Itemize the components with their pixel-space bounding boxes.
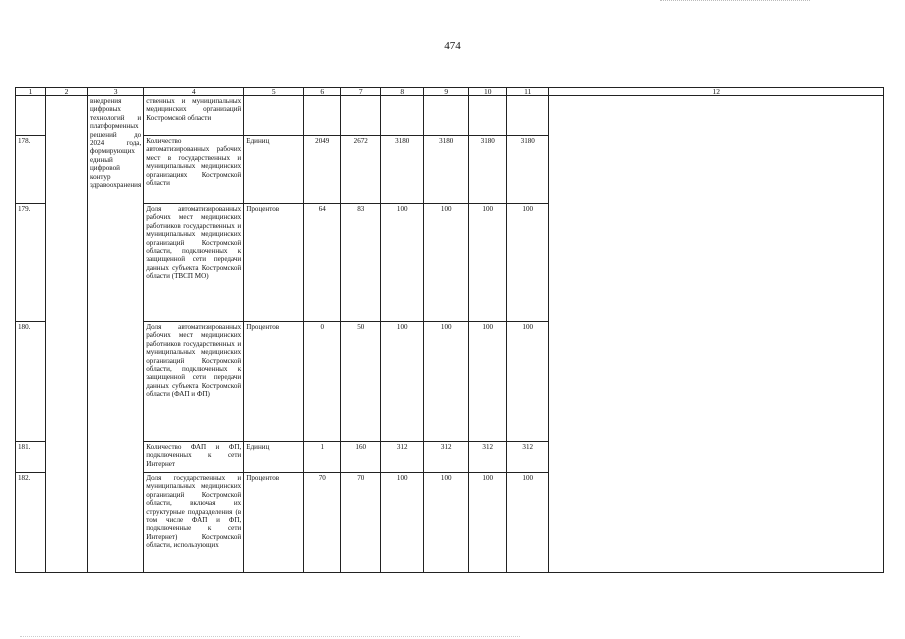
value-col-8: 100 xyxy=(381,204,424,322)
value-col-6: 0 xyxy=(304,322,341,442)
value-col-8: 3180 xyxy=(381,136,424,204)
goal-description: внедрения цифровых технологий и платформенных решений до 2024 года, формирующих единый цифровой контур здравоохранения xyxy=(88,96,144,573)
header-col-4: 4 xyxy=(144,88,244,96)
header-col-2: 2 xyxy=(46,88,88,96)
value-col-11: 100 xyxy=(507,322,549,442)
indicator-name: Доля автоматизированных рабочих мест медицинских работников государственных и муниципальных медицинских организаций Костромской области, подключенных к защищенной сети передачи данных субъекта Костромской области (ФАП и ФП) xyxy=(144,322,244,442)
value-col-7: 70 xyxy=(341,473,381,573)
value-col-7: 2672 xyxy=(341,136,381,204)
scan-artifact-top xyxy=(660,0,810,2)
value-col-7: 83 xyxy=(341,204,381,322)
header-row xyxy=(16,88,884,96)
value-col-10: 100 xyxy=(469,473,507,573)
header-col-6: 6 xyxy=(304,88,341,96)
unit: Единиц xyxy=(244,442,304,473)
value-col-8: 100 xyxy=(381,322,424,442)
value-col-9: 100 xyxy=(424,322,469,442)
unit: Процентов xyxy=(244,204,304,322)
unit: Процентов xyxy=(244,473,304,573)
header-col-8: 8 xyxy=(381,88,424,96)
header-col-11: 11 xyxy=(507,88,549,96)
value-col-7: 50 xyxy=(341,322,381,442)
indicator-name: Количество ФАП и ФП, подключенных к сети Интернет xyxy=(144,442,244,473)
value-col-11: 3180 xyxy=(507,136,549,204)
value-col-6: 2049 xyxy=(304,136,341,204)
value-col-6: 70 xyxy=(304,473,341,573)
indicator-table xyxy=(15,87,884,573)
value-col-9: 3180 xyxy=(424,136,469,204)
header-col-7: 7 xyxy=(341,88,381,96)
row-number: 179. xyxy=(16,204,46,322)
value-col-9 xyxy=(424,96,469,136)
col-2-cell xyxy=(46,96,88,573)
value-col-7 xyxy=(341,96,381,136)
value-col-9: 100 xyxy=(424,473,469,573)
value-col-10: 100 xyxy=(469,204,507,322)
value-col-7: 160 xyxy=(341,442,381,473)
page-number: 474 xyxy=(444,40,461,52)
value-col-11: 100 xyxy=(507,473,549,573)
value-col-11 xyxy=(507,96,549,136)
value-col-6: 1 xyxy=(304,442,341,473)
value-col-11: 100 xyxy=(507,204,549,322)
unit: Единиц xyxy=(244,136,304,204)
row-number: 180. xyxy=(16,322,46,442)
header-col-10: 10 xyxy=(469,88,507,96)
value-col-10 xyxy=(469,96,507,136)
header-col-1: 1 xyxy=(16,88,46,96)
value-col-6: 64 xyxy=(304,204,341,322)
value-col-6 xyxy=(304,96,341,136)
value-col-9: 100 xyxy=(424,204,469,322)
indicator-name: Доля государственных и муниципальных медицинских организаций Костромской области, включая их структурные подразделения (в том числе ФАП и ФП, подключенные к сети Интернет) Костромской области, использующих xyxy=(144,473,244,573)
col-12-cell xyxy=(549,96,884,573)
indicator-name: Доля автоматизированных рабочих мест медицинских работников государственных и муниципальных медицинских организаций Костромской области, подключенных к защищенной сети передачи данных субъекта Костромской области (ТВСП МО) xyxy=(144,204,244,322)
value-col-10: 100 xyxy=(469,322,507,442)
row-number: 178. xyxy=(16,136,46,204)
unit xyxy=(244,96,304,136)
value-col-8: 312 xyxy=(381,442,424,473)
value-col-11: 312 xyxy=(507,442,549,473)
header-col-5: 5 xyxy=(244,88,304,96)
header-col-12: 12 xyxy=(549,88,884,96)
indicator-name: Количество автоматизированных рабочих мест в государственных и муниципальных медицинских организациях Костромской области xyxy=(144,136,244,204)
header-col-9: 9 xyxy=(424,88,469,96)
indicator-name: ственных и муниципальных медицинских организаций Костромской области xyxy=(144,96,244,136)
row-number: 181. xyxy=(16,442,46,473)
value-col-8 xyxy=(381,96,424,136)
header-col-3: 3 xyxy=(88,88,144,96)
value-col-10: 3180 xyxy=(469,136,507,204)
row-number: 182. xyxy=(16,473,46,573)
value-col-9: 312 xyxy=(424,442,469,473)
row-number xyxy=(16,96,46,136)
table-row xyxy=(16,96,884,136)
unit: Процентов xyxy=(244,322,304,442)
value-col-10: 312 xyxy=(469,442,507,473)
value-col-8: 100 xyxy=(381,473,424,573)
scan-artifact-bottom xyxy=(20,636,520,638)
